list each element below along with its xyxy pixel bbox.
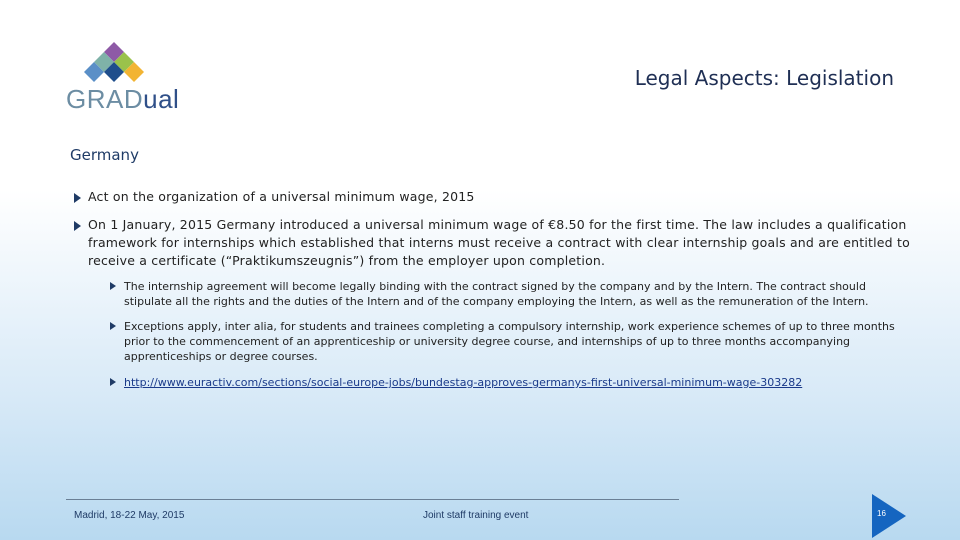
sub-bullet-arrow-icon <box>110 378 116 386</box>
slide-title: Legal Aspects: Legislation <box>634 66 894 90</box>
logo-mark-icon <box>82 40 146 84</box>
sub-bullet-text: The internship agreement will become legally binding with the contract signed by the company and by the Intern. The contract should stipulate all the rights and the duties of the Intern and of the company employing the Intern, as well as the remuneration of the Intern. <box>124 280 869 308</box>
logo-wordmark <box>66 84 179 115</box>
bullet-text: On 1 January, 2015 Germany introduced a universal minimum wage of €8.50 for the first time. The law includes a qualification framework for internships which established that interns must receive a contract with clear internship goals and are entitled to receive a certificate (“Praktikumszeugnis”) from the employer upon completion. <box>88 217 910 268</box>
logo-wordmark-part2: ual <box>143 84 180 114</box>
footer-event: Joint staff training event <box>423 510 529 521</box>
footer-date: Madrid, 18-22 May, 2015 <box>74 510 185 521</box>
page-number-badge <box>872 494 906 538</box>
gradual-logo <box>66 40 180 114</box>
euractiv-link[interactable]: http://www.euractiv.com/sections/social-europe-jobs/bundestag-approves-germanys-first-universal-minimum-wage-303282 <box>124 376 803 389</box>
bullet-arrow-icon <box>74 221 81 231</box>
section-heading: Germany <box>70 146 139 164</box>
bullet-item <box>74 216 920 270</box>
sub-bullet-text: Exceptions apply, inter alia, for students and trainees completing a compulsory internship, work experience schemes of up to three months prior to the commencement of an apprenticeship or university degree course, and internships of up to three months accompanying apprenticeships or degree courses. <box>124 320 895 363</box>
footer-divider <box>66 499 679 500</box>
bullet-arrow-icon <box>74 193 81 203</box>
sub-bullet-arrow-icon <box>110 282 116 290</box>
sub-bullet-arrow-icon <box>110 322 116 330</box>
logo-wordmark-part1: GRAD <box>66 84 144 114</box>
sub-bullet-item <box>110 279 900 309</box>
page-number: 16 <box>877 509 886 518</box>
sub-bullet-item <box>110 375 900 390</box>
bullet-item <box>74 188 920 206</box>
sub-bullet-item <box>110 319 900 364</box>
bullet-text: Act on the organization of a universal minimum wage, 2015 <box>88 189 475 204</box>
